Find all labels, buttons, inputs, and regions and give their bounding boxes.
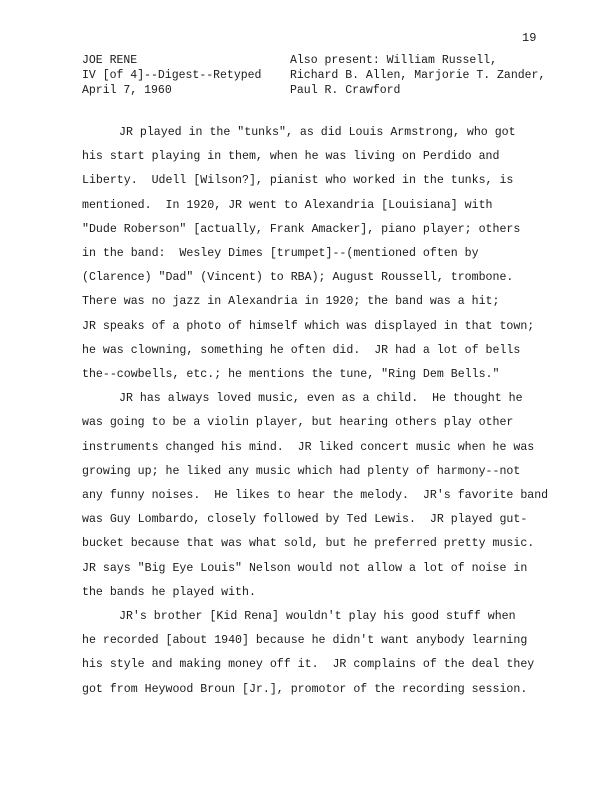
body-text-line: Liberty. Udell [Wilson?], pianist who worked in the tunks, is bbox=[82, 174, 514, 188]
body-text-line: his start playing in them, when he was living on Perdido and bbox=[82, 150, 500, 164]
header-interviewee-name: JOE RENE bbox=[82, 54, 138, 67]
body-text-line: JR's brother [Kid Rena] wouldn't play his good stuff when bbox=[119, 610, 516, 624]
body-text-line: There was no jazz in Alexandria in 1920; the band was a hit; bbox=[82, 295, 500, 309]
body-text-line: was Guy Lombardo, closely followed by Ted Lewis. JR played gut- bbox=[82, 513, 528, 527]
header-interviewee-block bbox=[82, 53, 261, 98]
body-text-line: JR says "Big Eye Louis" Nelson would not allow a lot of noise in bbox=[82, 561, 528, 575]
header-also-present-block bbox=[290, 53, 545, 98]
header-reel-info: IV [of 4]--Digest--Retyped bbox=[82, 69, 262, 82]
body-text-line: any funny noises. He likes to hear the melody. JR's favorite band bbox=[82, 489, 549, 503]
document-body bbox=[82, 121, 548, 702]
header-also-present-line: Also present: William Russell, bbox=[290, 54, 498, 67]
body-text-line: bucket because that was what sold, but he preferred pretty music. bbox=[82, 537, 535, 551]
body-text-line: instruments changed his mind. JR liked concert music when he was bbox=[82, 440, 535, 454]
body-text-line: he was clowning, something he often did. JR had a lot of bells bbox=[82, 343, 521, 357]
body-text-line: "Dude Roberson" [actually, Frank Amacker], piano player; others bbox=[82, 222, 521, 236]
header-also-present-line: Richard B. Allen, Marjorie T. Zander, bbox=[290, 69, 546, 82]
body-text-line: growing up; he liked any music which had plenty of harmony--not bbox=[82, 464, 521, 478]
body-text-line: the--cowbells, etc.; he mentions the tune, "Ring Dem Bells." bbox=[82, 368, 500, 382]
header-also-present-line: Paul R. Crawford bbox=[290, 84, 401, 97]
body-text-line: JR has always loved music, even as a child. He thought he bbox=[119, 392, 523, 406]
body-text-line: mentioned. In 1920, JR went to Alexandria [Louisiana] with bbox=[82, 198, 493, 212]
body-text-line: in the band: Wesley Dimes [trumpet]--(mentioned often by bbox=[82, 247, 479, 261]
body-text-line: his style and making money off it. JR complains of the deal they bbox=[82, 658, 535, 672]
body-text-line: he recorded [about 1940] because he didn't want anybody learning bbox=[82, 634, 528, 648]
page-number: 19 bbox=[522, 31, 537, 45]
body-text-line: JR speaks of a photo of himself which was displayed in that town; bbox=[82, 319, 535, 333]
body-text-line: (Clarence) "Dad" (Vincent) to RBA); August Roussell, trombone. bbox=[82, 271, 514, 285]
body-text-line: got from Heywood Broun [Jr.], promotor of the recording session. bbox=[82, 682, 528, 696]
header-date: April 7, 1960 bbox=[82, 84, 172, 97]
body-text-line: was going to be a violin player, but hearing others play other bbox=[82, 416, 514, 430]
body-text-line: the bands he played with. bbox=[82, 585, 256, 599]
body-text-line: JR played in the "tunks", as did Louis Armstrong, who got bbox=[119, 126, 516, 139]
